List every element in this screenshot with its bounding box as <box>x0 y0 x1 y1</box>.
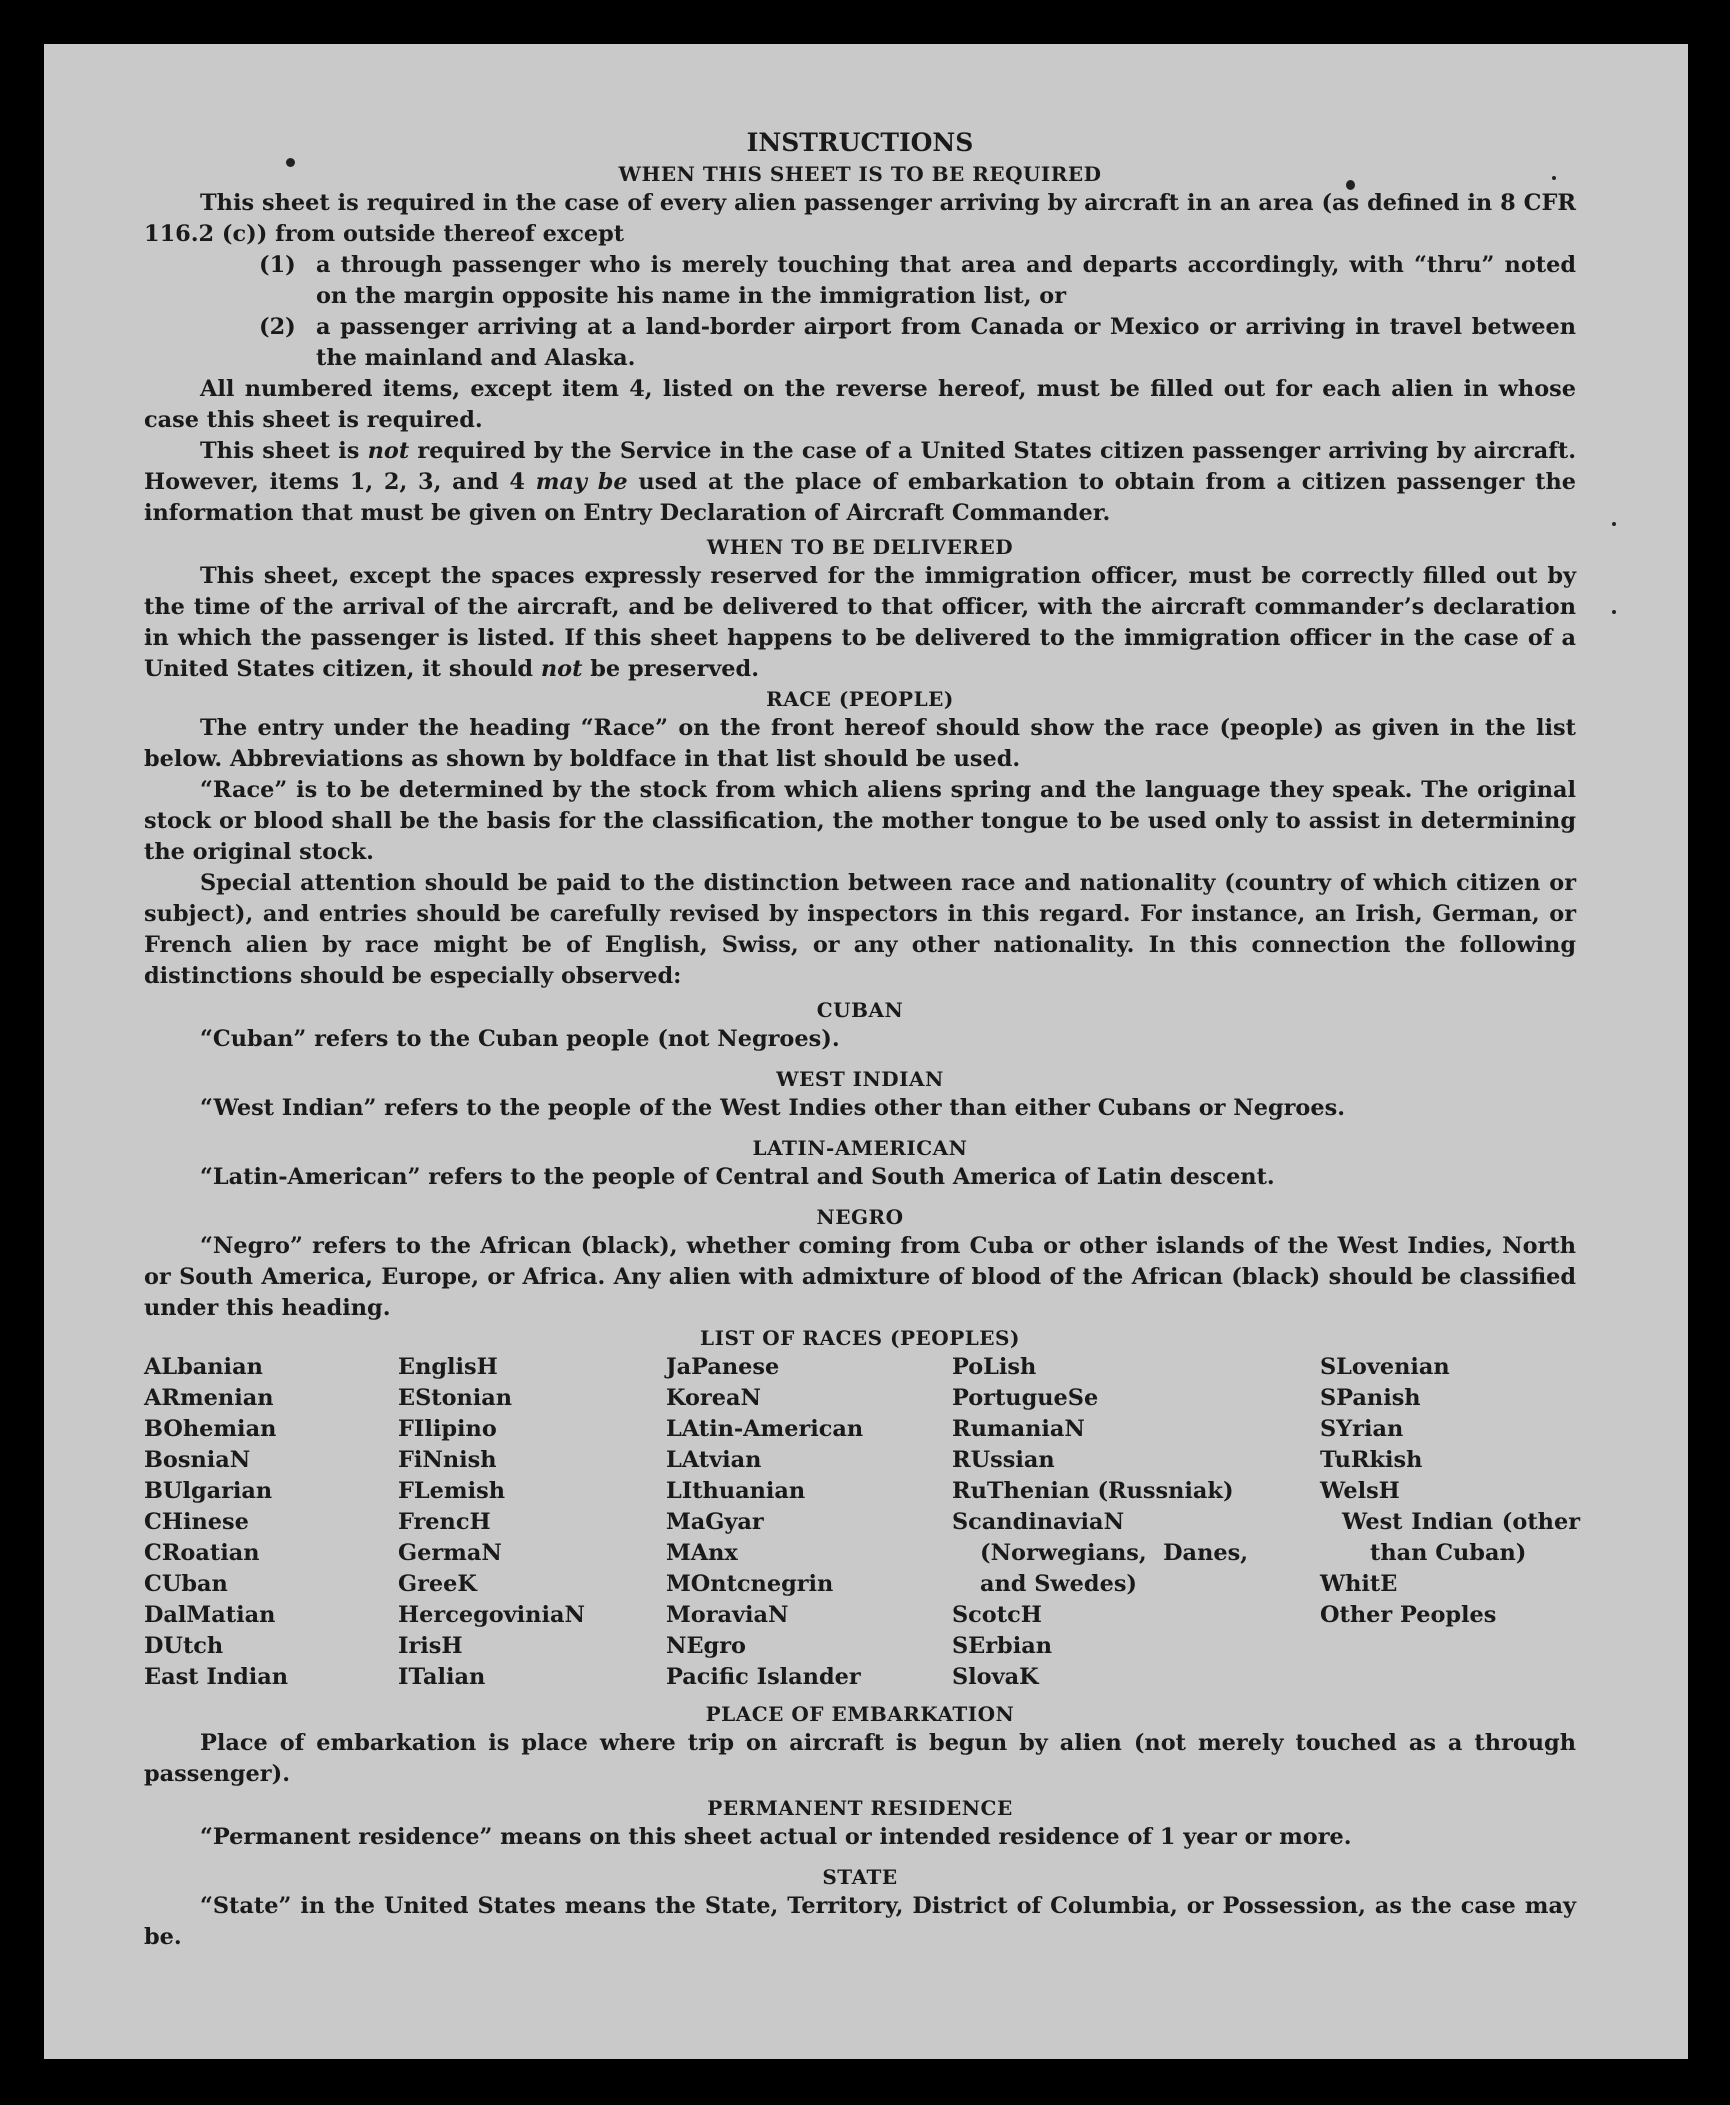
race-entry: PortugueSe <box>952 1385 1099 1411</box>
item-text: a through passenger who is merely touching that area and departs accordingly, with “thru” noted on the margin opposite his name in the immigration list, or <box>316 252 1576 309</box>
exception-item-1 <box>259 250 1576 312</box>
races-column-3 <box>666 1352 936 1693</box>
item-text: a passenger arriving at a land-border airport from Canada or Mexico or arriving in travel between the mainland and Alaska. <box>316 314 1576 371</box>
race-entry: EnglisH <box>398 1354 498 1380</box>
required-intro: This sheet is required in the case of every alien passenger arriving by aircraft in an area (as defined in 8 CFR 116.2 (c)) from outside thereof except <box>144 190 1576 247</box>
race-entry: WhitE <box>1320 1571 1398 1597</box>
race-entry: MOntcnegrin <box>666 1571 834 1597</box>
race-entry: RumaniaN <box>952 1416 1085 1442</box>
state-paragraph: “State” in the United States means the State, Territory, District of Columbia, or Possession, as the case may be. <box>144 1893 1576 1950</box>
permanent-residence-paragraph: “Permanent residence” means on this sheet actual or intended residence of 1 year or more. <box>200 1824 1352 1850</box>
section-heading-cuban: CUBAN <box>816 998 904 1022</box>
race-entry: EStonian <box>398 1385 513 1411</box>
race-entry: DUtch <box>144 1633 224 1659</box>
race-entry: ITalian <box>398 1664 486 1690</box>
race-entry: JaPanese <box>666 1354 780 1380</box>
section-heading-embarkation: PLACE OF EMBARKATION <box>705 1702 1015 1726</box>
race-entry: FrencH <box>398 1509 491 1535</box>
delivered-paragraph: This sheet, except the spaces expressly reserved for the immigration officer, must be correctly filled out by the time of the arrival of the aircraft, and be delivered to that officer, with the aircraft commander’s declaration in which the passenger is listed. If this sheet happens to be delivered to the immigration officer in the case of a United States citizen, it should not be preserved. <box>144 563 1576 682</box>
section-heading-latin-american: LATIN-AMERICAN <box>752 1136 968 1160</box>
race-entry: GreeK <box>398 1571 477 1597</box>
west-indian-paragraph: “West Indian” refers to the people of the West Indies other than either Cubans or Negroes. <box>200 1095 1345 1121</box>
race-entry: CHinese <box>144 1509 249 1535</box>
section-heading-list-of-races: LIST OF RACES (PEOPLES) <box>700 1326 1020 1350</box>
races-column-1 <box>144 1352 384 1693</box>
exception-item-2 <box>259 312 1576 374</box>
race-entry: TuRkish <box>1320 1447 1423 1473</box>
race-entry: LAtvian <box>666 1447 762 1473</box>
race-entry: WelsH <box>1320 1478 1400 1504</box>
instructions-content <box>144 126 1580 1953</box>
section-heading-race: RACE (PEOPLE) <box>766 687 954 711</box>
cuban-paragraph: “Cuban” refers to the Cuban people (not Negroes). <box>200 1026 840 1052</box>
race-entry: HercegoviniaN <box>398 1602 585 1628</box>
race-entry: ARmenian <box>144 1385 274 1411</box>
required-paragraph-3: This sheet is not required by the Service in the case of a United States citizen passenger arriving by aircraft. However, items 1, 2, 3, and 4 may be used at the place of embarkation to obtain from a citizen passenger the information that must be given on Entry Declaration of Aircraft Commander. <box>144 438 1576 526</box>
race-entry: ScandinaviaN (Norwegians, Danes, and Swedes) <box>952 1509 1248 1597</box>
section-heading-west-indian: WEST INDIAN <box>776 1067 944 1091</box>
race-entry: BUlgarian <box>144 1478 273 1504</box>
race-entry: ScotcH <box>952 1602 1042 1628</box>
race-entry: IrisH <box>398 1633 463 1659</box>
item-number: (2) <box>259 314 296 340</box>
race-entry: LIthuanian <box>666 1478 806 1504</box>
section-heading-permanent-residence: PERMANENT RESIDENCE <box>707 1796 1013 1820</box>
race-entry: ALbanian <box>144 1354 263 1380</box>
race-entry: NEgro <box>666 1633 746 1659</box>
race-entry: MAnx <box>666 1540 738 1566</box>
race-entry: Pacific Islander <box>666 1664 861 1690</box>
races-column-5 <box>1320 1352 1580 1631</box>
section-heading-state: STATE <box>822 1865 898 1889</box>
section-heading-negro: NEGRO <box>816 1205 904 1229</box>
negro-paragraph: “Negro” refers to the African (black), whether coming from Cuba or other islands of the West Indies, North or South America, Europe, or Africa. Any alien with admixture of blood of the African (black) should be classified under this heading. <box>144 1233 1576 1321</box>
race-entry: FIlipino <box>398 1416 497 1442</box>
race-entry: East Indian <box>144 1664 289 1690</box>
required-paragraph-2: All numbered items, except item 4, listed on the reverse hereof, must be filled out for each alien in whose case this sheet is required. <box>144 376 1576 433</box>
race-entry: MaGyar <box>666 1509 764 1535</box>
race-entry: GermaN <box>398 1540 502 1566</box>
race-entry: FiNnish <box>398 1447 497 1473</box>
race-paragraph-3: Special attention should be paid to the distinction between race and nationality (country of which citizen or subject), and entries should be carefully revised by inspectors in this regard. For instance, an Irish, German, or French alien by race might be of English, Swiss, or any other nationality. In this connection the following distinctions should be especially observed: <box>144 870 1576 989</box>
race-entry: SlovaK <box>952 1664 1039 1690</box>
item-number: (1) <box>259 252 296 278</box>
race-entry: SYrian <box>1320 1416 1404 1442</box>
race-paragraph-1: The entry under the heading “Race” on the front hereof should show the race (people) as given in the list below. Abbreviations as shown by boldface in that list should be used. <box>144 715 1576 772</box>
race-entry: Other Peoples <box>1320 1602 1497 1628</box>
race-entry: FLemish <box>398 1478 505 1504</box>
race-entry: BOhemian <box>144 1416 277 1442</box>
section-heading-required: WHEN THIS SHEET IS TO BE REQUIRED <box>618 162 1102 186</box>
race-entry: BosniaN <box>144 1447 251 1473</box>
ink-speck <box>1612 610 1616 614</box>
race-entry: West Indian (other than Cuban) <box>1342 1509 1580 1566</box>
race-entry: SLovenian <box>1320 1354 1450 1380</box>
race-entry: DalMatian <box>144 1602 276 1628</box>
race-entry: SPanish <box>1320 1385 1421 1411</box>
races-list <box>144 1352 1580 1700</box>
race-entry: CRoatian <box>144 1540 260 1566</box>
latin-american-paragraph: “Latin-American” refers to the people of Central and South America of Latin descent. <box>200 1164 1275 1190</box>
ink-speck <box>1612 522 1616 526</box>
section-heading-delivered: WHEN TO BE DELIVERED <box>706 535 1014 559</box>
race-entry: MoraviaN <box>666 1602 789 1628</box>
race-entry: CUban <box>144 1571 228 1597</box>
race-entry: SErbian <box>952 1633 1052 1659</box>
page-title: INSTRUCTIONS <box>746 128 974 157</box>
races-column-4 <box>952 1352 1248 1693</box>
race-entry: LAtin-American <box>666 1416 864 1442</box>
race-paragraph-2: “Race” is to be determined by the stock from which aliens spring and the language they speak. The original stock or blood shall be the basis for the classification, the mother tongue to be used only to assist in determining the original stock. <box>144 777 1576 865</box>
race-entry: KoreaN <box>666 1385 761 1411</box>
embarkation-paragraph: Place of embarkation is place where trip on aircraft is begun by alien (not merely touched as a through passenger). <box>144 1730 1576 1787</box>
races-column-2 <box>398 1352 648 1693</box>
race-entry: RuThenian (Russniak) <box>952 1478 1234 1504</box>
race-entry: RUssian <box>952 1447 1055 1473</box>
document-sheet <box>44 44 1688 2059</box>
race-entry: PoLish <box>952 1354 1037 1380</box>
